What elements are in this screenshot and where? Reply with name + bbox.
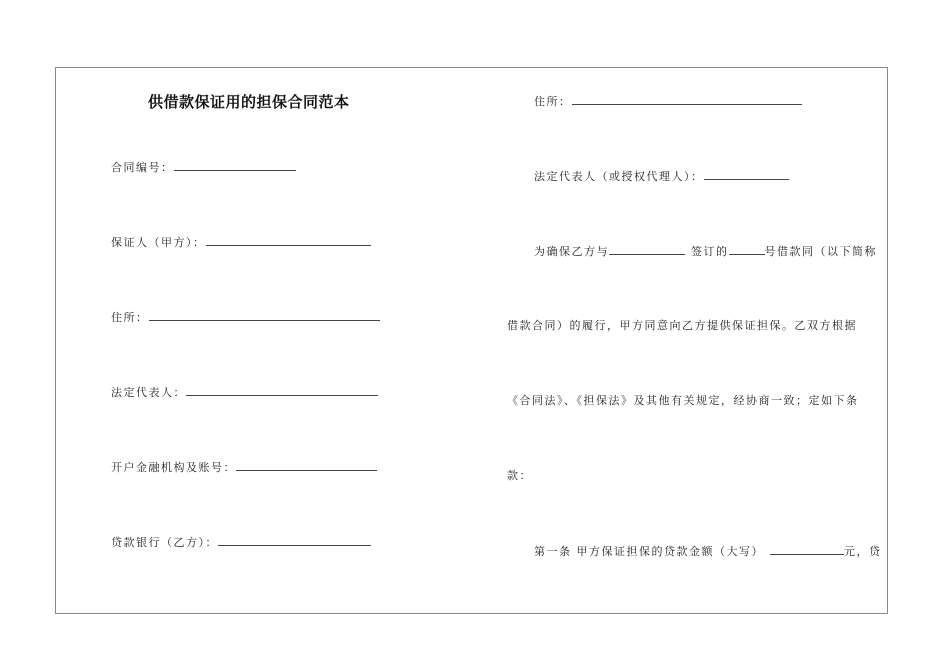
legal-representative-label: 法定代表人：: [111, 386, 186, 399]
bank-account-label: 开户金融机构及账号：: [111, 461, 236, 474]
guarantor-blank: [206, 235, 371, 246]
para1-text-b: 签订的: [691, 245, 729, 258]
legal-representative-blank: [186, 385, 378, 396]
paragraph-1: [534, 244, 877, 259]
loan-amount-blank: [770, 544, 844, 555]
para1-text-a: 为确保乙方与: [534, 245, 609, 258]
lender-blank: [218, 535, 371, 546]
guarantor-address-blank: [149, 310, 380, 321]
para1-text-c: 号借款同（以下简称: [764, 245, 877, 258]
lender-field: [111, 535, 371, 550]
guarantor-address-field: [111, 310, 380, 325]
lender-address-label: 住所：: [534, 95, 572, 108]
article-1-text-b: 元，贷: [844, 545, 882, 558]
lender-address-blank: [572, 94, 802, 105]
contract-number-blank: [174, 160, 296, 171]
party-name-blank: [609, 244, 685, 255]
lender-address-field: [534, 94, 802, 109]
loan-number-blank: [729, 244, 765, 255]
guarantor-field: [111, 235, 371, 250]
paragraph-3: 《合同法》、《担保法》及其他有关规定，经协商一致；定如下条: [507, 394, 859, 407]
bank-account-field: [111, 460, 377, 475]
contract-number-field: [111, 160, 296, 175]
legal-rep-agent-label: 法定代表人（或授权代理人）：: [534, 170, 704, 183]
bank-account-blank: [236, 460, 377, 471]
article-1-text-a: 第一条 甲方保证担保的贷款金额（大写）: [534, 545, 764, 558]
document-title: 供借款保证用的担保合同范本: [148, 93, 350, 111]
guarantor-label: 保证人（甲方）：: [111, 236, 206, 249]
legal-representative-field: [111, 385, 378, 400]
document-page: [55, 67, 888, 614]
paragraph-4: 款：: [507, 469, 532, 482]
article-1: [534, 544, 882, 559]
lender-label: 贷款银行（乙方）：: [111, 536, 218, 549]
legal-rep-agent-field: [534, 169, 789, 184]
contract-number-label: 合同编号：: [111, 161, 174, 174]
legal-rep-agent-blank: [704, 169, 789, 180]
guarantor-address-label: 住所：: [111, 311, 149, 324]
paragraph-2: 借款合同）的履行，甲方同意向乙方提供保证担保。乙双方根据: [507, 319, 857, 332]
